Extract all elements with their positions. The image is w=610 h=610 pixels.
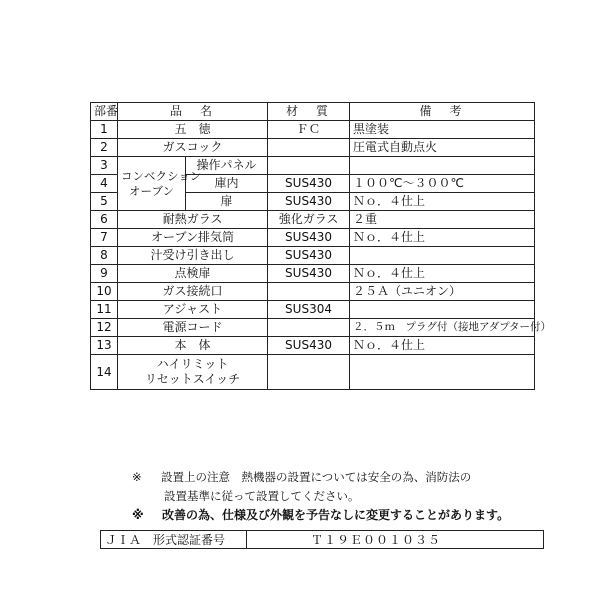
table-row <box>91 211 535 229</box>
table-row <box>91 301 535 319</box>
part-name: 五 徳 <box>118 121 268 139</box>
jia-label: ＪＩＡ 形式認証番号 <box>101 531 247 549</box>
part-material <box>268 319 350 337</box>
part-no: 10 <box>91 283 118 301</box>
convection-oven-label <box>118 157 202 211</box>
part-sub-name: 庫内 <box>186 175 268 193</box>
part-remarks: Ｎｏ．４仕上 <box>350 229 535 247</box>
jia-row <box>101 531 544 549</box>
part-name: 汁受け引き出し <box>118 247 268 265</box>
part-remarks <box>350 355 535 390</box>
part-material: SUS430 <box>268 265 350 283</box>
header-no: 部番 <box>91 103 118 121</box>
part-remarks: ２５Ａ（ユニオン） <box>350 283 535 301</box>
table-row <box>91 355 535 390</box>
part-remarks: ２．５ｍ プラグ付（接地アダプター付） <box>350 319 535 337</box>
note-change <box>132 506 552 525</box>
table-row <box>91 283 535 301</box>
part-material: SUS430 <box>268 247 350 265</box>
note-mark: ※ <box>132 508 144 522</box>
part-material: SUS430 <box>268 229 350 247</box>
part-no: 2 <box>91 139 118 157</box>
table-row <box>91 157 535 175</box>
part-material <box>268 157 350 175</box>
part-no: 8 <box>91 247 118 265</box>
notes <box>132 468 552 525</box>
part-material <box>268 283 350 301</box>
part-name: 本 体 <box>118 337 268 355</box>
part-name <box>118 355 268 390</box>
table-row <box>91 121 535 139</box>
part-name: 電源コード <box>118 319 268 337</box>
part-no: 7 <box>91 229 118 247</box>
part-remarks: ２重 <box>350 211 535 229</box>
note-install <box>132 468 552 487</box>
part-sub-name: 操作パネル <box>186 157 268 175</box>
jia-table <box>100 530 544 549</box>
part-material: SUS430 <box>268 193 350 211</box>
part-no: 5 <box>91 193 118 211</box>
part-remarks: 黒塗装 <box>350 121 535 139</box>
part-name: オーブン排気筒 <box>118 229 268 247</box>
part-no: 1 <box>91 121 118 139</box>
part-remarks: Ｎｏ．４仕上 <box>350 193 535 211</box>
part-remarks <box>350 157 535 175</box>
part-material <box>268 139 350 157</box>
table-row <box>91 319 535 337</box>
part-no: 6 <box>91 211 118 229</box>
note-install-text: 設置上の注意 熱機器の設置については安全の為、消防法の <box>160 470 472 484</box>
part-material: SUS430 <box>268 175 350 193</box>
convection-line1: コンベクション <box>121 168 202 183</box>
part-no: 14 <box>91 355 118 390</box>
convection-line2: オーブン <box>129 183 174 198</box>
part-remarks <box>350 301 535 319</box>
part-name: 耐熱ガラス <box>118 211 268 229</box>
part-name: 点検扉 <box>118 265 268 283</box>
header-row <box>91 103 535 121</box>
note-mark: ※ <box>132 470 142 484</box>
parts-table <box>90 102 552 390</box>
part-no: 3 <box>91 157 118 175</box>
table-row <box>91 337 535 355</box>
part-remarks <box>350 247 535 265</box>
part-material: SUS304 <box>268 301 350 319</box>
part-remarks: Ｎｏ．４仕上 <box>350 265 535 283</box>
part-sub-name: 扉 <box>186 193 268 211</box>
part-name: ガスコック <box>118 139 268 157</box>
table-row <box>91 265 535 283</box>
part-remarks: １００℃～３００℃ <box>350 175 535 193</box>
part-remarks: Ｎｏ．４仕上 <box>350 337 535 355</box>
part-material: ＦＣ <box>268 121 350 139</box>
part-name-line1: ハイリミット <box>156 357 229 371</box>
part-material: 強化ガラス <box>268 211 350 229</box>
part-no: 4 <box>91 175 118 193</box>
note-install-cont: 設置基準に従って設置してください。 <box>164 489 360 503</box>
table-row <box>91 229 535 247</box>
table-row <box>91 247 535 265</box>
header-name: 品 名 <box>118 103 268 121</box>
note-change-text: 改善の為、仕様及び外観を予告なしに変更することがあります。 <box>162 508 510 522</box>
part-material <box>268 355 350 390</box>
part-remarks: 圧電式自動点火 <box>350 139 535 157</box>
part-no: 9 <box>91 265 118 283</box>
part-no: 12 <box>91 319 118 337</box>
table-row <box>91 139 535 157</box>
part-no: 11 <box>91 301 118 319</box>
part-no: 13 <box>91 337 118 355</box>
part-name: アジャスト <box>118 301 268 319</box>
part-name-line2: リセットスイッチ <box>144 372 241 386</box>
header-material: 材 質 <box>268 103 350 121</box>
part-material: SUS430 <box>268 337 350 355</box>
header-remarks: 備 考 <box>350 103 535 121</box>
jia-value: Ｔ１９Ｅ００１０３５ <box>247 531 544 549</box>
part-name: ガス接続口 <box>118 283 268 301</box>
